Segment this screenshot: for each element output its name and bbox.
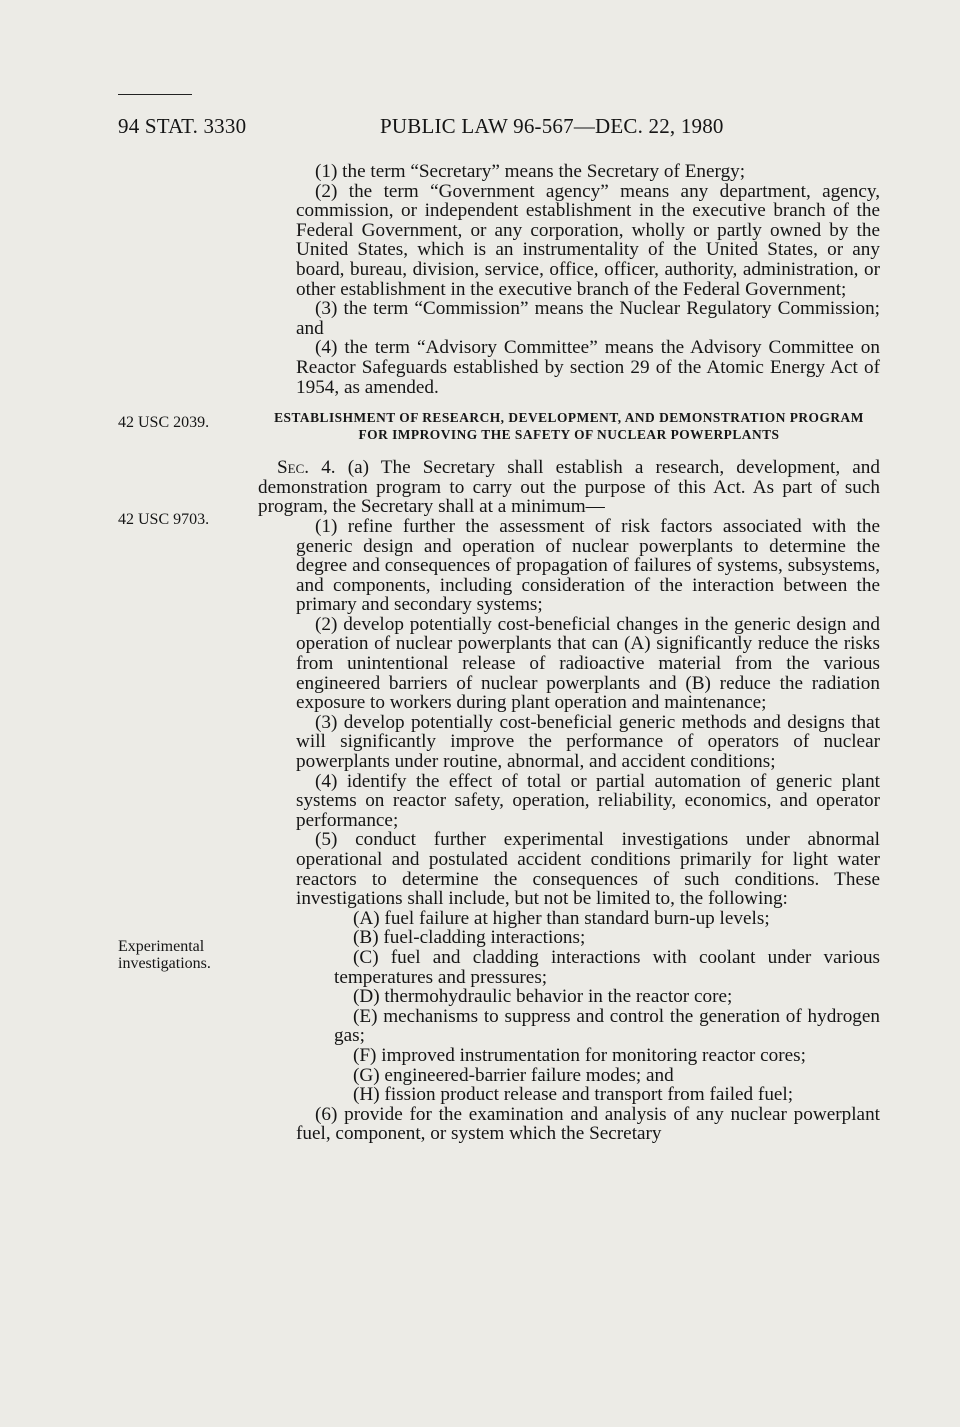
definition-government-agency: (2) the term “Government agency” means any department, agency, commission, or independent establishment in the executive branch of the Federal Government, or any corporation, wholly or partly owned by the United States, which is an instrumentality of the United States, or any board, bureau, division, service, office, officer, authority, administration, or other establishment in the executive branch of the Federal Government; [296,180,880,300]
header-rule [118,94,192,95]
section-4-intro [258,458,880,517]
program-item-5: (5) conduct further experimental investigations under abnormal operational and postulated accident conditions primarily for light water reactors to determine the consequences of such conditions. These investigations shall include, but not be limited to, the following: [296,829,880,910]
sub-item-d: (D) thermohydraulic behavior in the reactor core; [353,986,733,1008]
margin-note-experimental: Experimental [118,938,205,955]
section-label: Sec. 4. [277,457,336,479]
section-intro-text: (a) The Secretary shall establish a research, development, and demonstration program to carry out the purpose of this Act. As part of such program, the Secretary shall at a minimum— [258,457,880,518]
program-item-3: (3) develop potentially cost-beneficial generic methods and designs that will significantly improve the performance of operators of nuclear powerplants under routine, abnormal, and accident conditions; [296,711,880,773]
sub-item-c: (C) fuel and cladding interactions with coolant under various temperatures and pressures; [334,946,880,988]
margin-note-investigations: investigations. [118,955,211,972]
sub-item-g: (G) engineered-barrier failure modes; and [353,1064,674,1086]
definition-advisory-committee: (4) the term “Advisory Committee” means the Advisory Committee on Reactor Safeguards established by section 29 of the Atomic Energy Act of 1954, as amended. [296,337,880,398]
sub-item-b: (B) fuel-cladding interactions; [353,927,586,949]
program-item-1: (1) refine further the assessment of risk factors associated with the generic design and operation of nuclear powerplants to determine the degree and consequences of propagation of failures of systems, subsystems, and components, including consideration of the interaction between the primary and secondary systems; [296,515,880,616]
sub-item-e: (E) mechanisms to suppress and control the generation of hydrogen gas; [334,1005,880,1047]
program-item-4: (4) identify the effect of total or partial automation of generic plant systems on reactor safety, operation, reliability, economics, and operator performance; [296,770,880,831]
program-item-6: (6) provide for the examination and analysis of any nuclear powerplant fuel, component, or system which the Secretary [296,1103,880,1145]
margin-note-usc-2039: 42 USC 2039. [118,414,210,431]
sub-item-a: (A) fuel failure at higher than standard burn-up levels; [353,907,770,929]
law-title: PUBLIC LAW 96-567—DEC. 22, 1980 [380,114,724,138]
definition-commission: (3) the term “Commission” means the Nuclear Regulatory Commission; and [296,298,880,339]
section-heading: ESTABLISHMENT OF RESEARCH, DEVELOPMENT, AND DEMONSTRATION PROGRAM FOR IMPROVING THE SAFETY OF NUCLEAR POWERPLANTS [274,410,864,443]
sub-item-h: (H) fission product release and transport from failed fuel; [353,1084,794,1106]
body-text [258,162,880,1144]
margin-note-usc-9703: 42 USC 9703. [118,511,210,528]
statute-page-number: 94 STAT. 3330 [118,114,247,138]
definition-secretary: (1) the term “Secretary” means the Secretary of Energy; [315,161,746,182]
sub-item-f: (F) improved instrumentation for monitoring reactor cores; [353,1044,806,1066]
program-item-2: (2) develop potentially cost-beneficial changes in the generic design and operation of nuclear powerplants that can (A) significantly reduce the risks from unintentional release of radioactive material from the various engineered barriers of nuclear powerplants and (B) reduce the radiation exposure to workers during plant operation and maintenance; [296,613,880,714]
